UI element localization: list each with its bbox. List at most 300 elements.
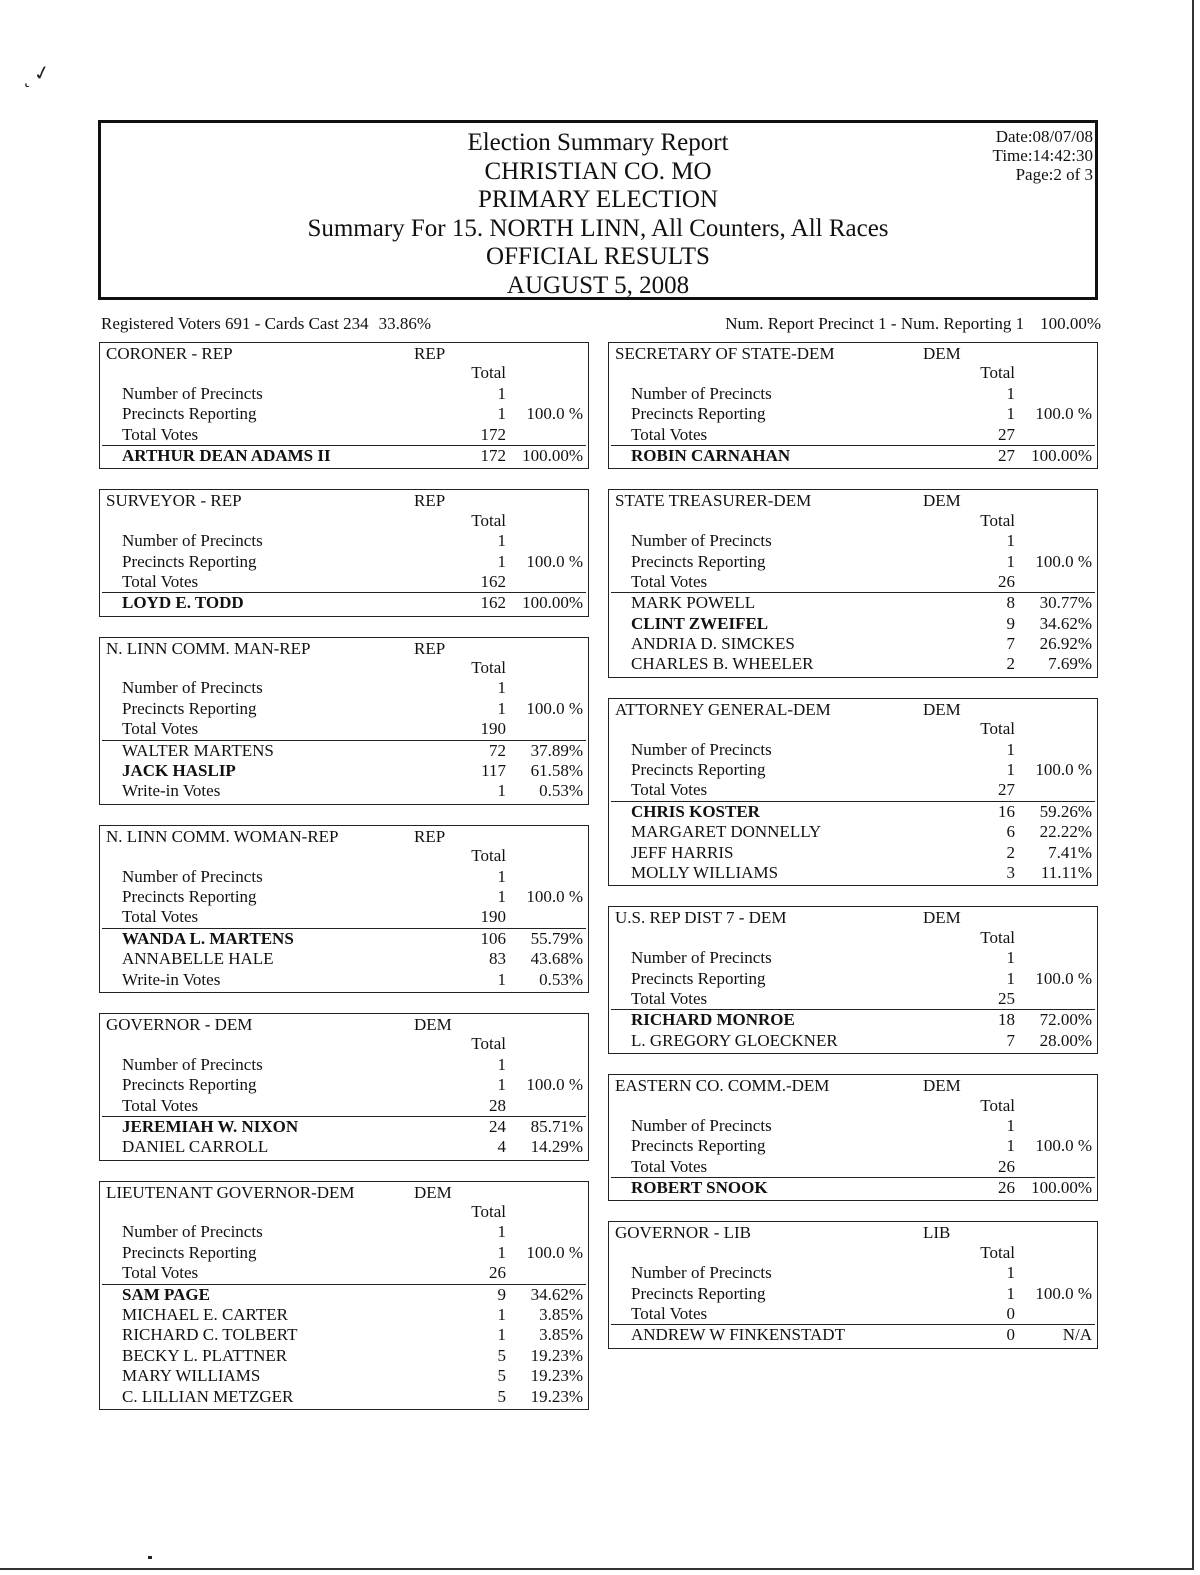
row-percent: 100.0 % [1035, 760, 1092, 780]
row-total: 1 [497, 531, 506, 551]
row-total: 190 [480, 907, 506, 927]
race-header [100, 490, 588, 510]
candidate-row [609, 1010, 1097, 1030]
precincts-reporting-row [100, 404, 588, 424]
row-total: 1 [1006, 739, 1015, 759]
total-votes-row [100, 719, 588, 739]
candidate-name: JEFF HARRIS [631, 842, 734, 862]
row-label: Precincts Reporting [122, 551, 257, 571]
candidate-name: C. LILLIAN METZGER [122, 1386, 294, 1406]
candidate-name: MARGARET DONNELLY [631, 822, 822, 842]
total-votes-row [609, 1157, 1097, 1177]
row-total: 1 [497, 698, 506, 718]
candidate-percent: 100.00% [1031, 445, 1092, 465]
total-votes-row [609, 989, 1097, 1009]
race-header [609, 907, 1097, 927]
row-label: Precincts Reporting [631, 968, 766, 988]
candidate-row [100, 741, 588, 761]
race-party: REP [414, 344, 446, 363]
candidate-row [100, 929, 588, 949]
row-total: 1 [497, 1054, 506, 1074]
number-of-precincts-row [609, 384, 1097, 404]
row-label: Total Votes [631, 571, 708, 591]
number-of-precincts-row [609, 948, 1097, 968]
candidate-name: WANDA L. MARTENS [122, 928, 294, 948]
total-column-header [100, 658, 588, 678]
candidate-percent: 85.71% [530, 1116, 583, 1136]
row-label: Number of Precincts [631, 1115, 772, 1135]
candidate-row [100, 1117, 588, 1137]
candidate-row [609, 1325, 1097, 1345]
row-label: Number of Precincts [631, 383, 772, 403]
candidate-percent: 11.11% [1040, 862, 1092, 882]
row-label: Precincts Reporting [122, 1075, 257, 1095]
total-label: Total [471, 1202, 506, 1222]
row-total: 1 [497, 886, 506, 906]
row-total: 1 [1006, 551, 1015, 571]
race-footer [100, 614, 588, 616]
race-header [609, 1075, 1097, 1095]
candidate-name: RICHARD MONROE [631, 1010, 795, 1030]
precincts-reporting-row [100, 887, 588, 907]
race-party: DEM [923, 699, 961, 719]
race-header [609, 343, 1097, 363]
total-column-header [609, 511, 1097, 531]
candidate-name: CHRIS KOSTER [631, 801, 760, 821]
candidate-row [609, 802, 1097, 822]
race-footer [609, 883, 1097, 885]
number-of-precincts-row [609, 531, 1097, 551]
row-label: Precincts Reporting [631, 1283, 766, 1303]
candidate-percent: 55.79% [530, 928, 583, 948]
candidate-votes: 4 [497, 1137, 506, 1157]
candidate-name: DANIEL CARROLL [122, 1137, 269, 1157]
candidate-name: MICHAEL E. CARTER [122, 1305, 288, 1325]
total-column-header [100, 846, 588, 866]
candidate-votes: 1 [497, 1325, 506, 1345]
candidate-votes: 5 [497, 1345, 506, 1365]
candidate-percent: 100.00% [522, 445, 583, 465]
race-box [608, 1221, 1098, 1348]
candidate-percent: 22.22% [1039, 822, 1092, 842]
race-box [608, 698, 1098, 887]
row-total: 1 [1006, 948, 1015, 968]
row-total: 1 [497, 866, 506, 886]
precincts-reporting-row [100, 1243, 588, 1263]
election-date: AUGUST 5, 2008 [506, 271, 690, 299]
candidate-percent: 28.00% [1039, 1030, 1092, 1050]
row-total: 28 [489, 1095, 506, 1115]
candidate-row [609, 822, 1097, 842]
row-total: 27 [998, 424, 1015, 444]
report-meta [993, 127, 1093, 184]
candidate-name: CLINT ZWEIFEL [631, 613, 769, 633]
row-percent: 100.0 % [1035, 1283, 1092, 1303]
candidate-percent: 34.62% [530, 1284, 583, 1304]
candidate-votes: 83 [489, 949, 506, 969]
total-votes-row [609, 1304, 1097, 1324]
total-column-header [100, 1202, 588, 1222]
total-label: Total [980, 719, 1015, 739]
report-time: Time:14:42:30 [992, 146, 1093, 165]
row-total: 1 [497, 1075, 506, 1095]
row-total: 1 [1006, 968, 1015, 988]
candidate-name: Write-in Votes [122, 969, 221, 989]
candidate-row [609, 446, 1097, 466]
total-label: Total [980, 510, 1015, 530]
race-footer [100, 466, 588, 468]
candidate-row [100, 781, 588, 801]
candidate-name: SAM PAGE [122, 1284, 210, 1304]
candidate-name: CHARLES B. WHEELER [631, 654, 814, 674]
race-box [99, 637, 589, 805]
race-title: N. LINN COMM. MAN-REP [106, 638, 311, 658]
candidate-row [100, 1387, 588, 1407]
row-total: 25 [998, 988, 1015, 1008]
voter-summary [101, 314, 441, 334]
race-box [99, 825, 589, 993]
row-label: Precincts Reporting [122, 698, 257, 718]
total-votes-row [100, 1096, 588, 1116]
candidate-name: WALTER MARTENS [122, 740, 274, 760]
candidate-votes: 106 [480, 928, 506, 948]
candidate-row [100, 761, 588, 781]
candidate-votes: 5 [497, 1386, 506, 1406]
race-party: REP [414, 491, 446, 511]
candidate-name: MOLLY WILLIAMS [631, 862, 779, 882]
report-title: Election Summary Report [467, 129, 729, 156]
candidate-name: ANDREW W FINKENSTADT [631, 1325, 845, 1345]
row-label: Total Votes [631, 1304, 708, 1324]
turnout-percent: 33.86% [378, 314, 431, 333]
precincts-reporting-row [609, 760, 1097, 780]
row-percent: 100.0 % [1035, 404, 1092, 424]
number-of-precincts-row [609, 1263, 1097, 1283]
row-label: Precincts Reporting [122, 404, 257, 424]
race-title: ATTORNEY GENERAL-DEM [615, 699, 831, 719]
race-title: CORONER - REP [106, 344, 233, 363]
row-percent: 100.0 % [526, 551, 583, 571]
race-party: DEM [923, 344, 961, 363]
registered-voters: Registered Voters 691 - Cards Cast 234 [101, 314, 369, 333]
race-header [100, 343, 588, 363]
candidate-votes: 2 [1006, 842, 1015, 862]
candidate-name: ANNABELLE HALE [122, 949, 274, 969]
race-box [99, 342, 589, 469]
number-of-precincts-row [100, 384, 588, 404]
total-column-header [609, 1096, 1097, 1116]
candidate-name: Write-in Votes [122, 781, 221, 801]
row-label: Total Votes [631, 780, 708, 800]
candidate-name: ROBERT SNOOK [631, 1178, 768, 1198]
row-total: 1 [497, 1222, 506, 1242]
race-title: U.S. REP DIST 7 - DEM [615, 908, 787, 928]
total-votes-row [609, 780, 1097, 800]
candidate-percent: 30.77% [1039, 593, 1092, 613]
candidate-percent: 19.23% [530, 1366, 583, 1386]
row-label: Total Votes [631, 424, 708, 444]
race-party: DEM [923, 908, 961, 928]
race-header [100, 638, 588, 658]
row-label: Total Votes [122, 424, 199, 444]
candidate-votes: 7 [1006, 1030, 1015, 1050]
row-total: 0 [1006, 1304, 1015, 1324]
reporting-percent: 100.00% [1040, 314, 1101, 333]
county-name: CHRISTIAN CO. MO [484, 157, 712, 185]
total-column-header [100, 1034, 588, 1054]
precincts-reporting-row [609, 552, 1097, 572]
race-footer [100, 1407, 588, 1409]
number-of-precincts-row [100, 531, 588, 551]
race-party: LIB [923, 1223, 951, 1243]
candidate-votes: 72 [489, 740, 506, 760]
candidate-percent: 34.62% [1039, 613, 1092, 633]
race-party: REP [414, 826, 446, 846]
row-label: Number of Precincts [122, 678, 263, 698]
candidate-votes: 8 [1006, 593, 1015, 613]
candidate-percent: 3.85% [539, 1305, 583, 1325]
race-footer [609, 1198, 1097, 1200]
row-total: 162 [480, 571, 506, 591]
race-title: EASTERN CO. COMM.-DEM [615, 1076, 830, 1096]
number-of-precincts-row [100, 1222, 588, 1242]
candidate-percent: 19.23% [530, 1345, 583, 1365]
number-of-precincts-row [609, 740, 1097, 760]
candidate-percent: 0.53% [539, 969, 583, 989]
candidate-votes: 1 [497, 969, 506, 989]
candidate-votes: 172 [480, 445, 506, 465]
race-title: LIEUTENANT GOVERNOR-DEM [106, 1182, 355, 1202]
race-footer [609, 1346, 1097, 1348]
candidate-percent: 100.00% [522, 593, 583, 613]
row-label: Total Votes [122, 907, 199, 927]
precincts-reporting-row [100, 552, 588, 572]
candidate-name: BECKY L. PLATTNER [122, 1345, 288, 1365]
candidate-votes: 18 [998, 1010, 1015, 1030]
candidate-row [609, 863, 1097, 883]
candidate-row [100, 1366, 588, 1386]
candidate-votes: 117 [481, 761, 506, 781]
race-box [99, 1181, 589, 1410]
row-total: 26 [489, 1263, 506, 1283]
candidate-percent: 3.85% [539, 1325, 583, 1345]
candidate-percent: 61.58% [530, 761, 583, 781]
reporting-summary [709, 314, 1101, 334]
total-votes-row [609, 425, 1097, 445]
candidate-votes: 1 [497, 781, 506, 801]
total-votes-row [100, 907, 588, 927]
race-footer [100, 1158, 588, 1160]
row-percent: 100.0 % [1035, 968, 1092, 988]
candidate-row [100, 1137, 588, 1157]
race-footer [609, 675, 1097, 677]
candidate-percent: 26.92% [1039, 634, 1092, 654]
total-column-header [100, 363, 588, 383]
race-header [100, 1182, 588, 1202]
total-label: Total [471, 1034, 506, 1054]
row-label: Precincts Reporting [631, 760, 766, 780]
row-total: 1 [1006, 1136, 1015, 1156]
race-title: GOVERNOR - LIB [615, 1223, 751, 1243]
row-total: 1 [1006, 531, 1015, 551]
row-label: Number of Precincts [631, 1263, 772, 1283]
row-label: Total Votes [122, 719, 199, 739]
row-label: Total Votes [631, 988, 708, 1008]
row-total: 1 [1006, 404, 1015, 424]
total-label: Total [980, 1242, 1015, 1262]
row-total: 26 [998, 1156, 1015, 1176]
race-title: SURVEYOR - REP [106, 491, 242, 511]
total-votes-row [100, 1263, 588, 1283]
candidate-votes: 16 [998, 801, 1015, 821]
number-of-precincts-row [100, 1055, 588, 1075]
candidate-name: JACK HASLIP [122, 761, 236, 781]
candidate-votes: 9 [1006, 613, 1015, 633]
total-label: Total [471, 510, 506, 530]
row-label: Total Votes [122, 1263, 199, 1283]
row-total: 1 [497, 404, 506, 424]
row-label: Precincts Reporting [122, 886, 257, 906]
precincts-reporting-row [609, 969, 1097, 989]
race-title: GOVERNOR - DEM [106, 1014, 253, 1034]
row-label: Number of Precincts [122, 531, 263, 551]
row-percent: 100.0 % [1035, 1136, 1092, 1156]
row-label: Number of Precincts [631, 739, 772, 759]
row-total: 1 [497, 551, 506, 571]
total-votes-row [100, 425, 588, 445]
race-party: DEM [923, 491, 961, 511]
report-title-block [101, 129, 1095, 301]
total-label: Total [471, 846, 506, 866]
races-column-right [608, 342, 1098, 1369]
race-party: DEM [414, 1182, 452, 1202]
candidate-row [100, 1285, 588, 1305]
race-header [609, 699, 1097, 719]
race-box [608, 906, 1098, 1054]
total-label: Total [471, 658, 506, 678]
race-box [99, 1013, 589, 1161]
results-status: OFFICIAL RESULTS [486, 243, 710, 271]
candidate-row [609, 843, 1097, 863]
race-box [608, 1074, 1098, 1201]
candidate-name: ARTHUR DEAN ADAMS II [122, 445, 331, 465]
candidate-name: ANDRIA D. SIMCKES [631, 634, 795, 654]
total-label: Total [980, 1095, 1015, 1115]
candidate-percent: 59.26% [1039, 801, 1092, 821]
row-percent: 100.0 % [526, 1242, 583, 1262]
row-total: 1 [497, 678, 506, 698]
total-column-header [609, 719, 1097, 739]
row-total: 190 [480, 719, 506, 739]
row-percent: 100.0 % [526, 1075, 583, 1095]
row-label: Number of Precincts [631, 531, 772, 551]
candidate-votes: 6 [1006, 822, 1015, 842]
total-column-header [609, 928, 1097, 948]
row-label: Precincts Reporting [631, 1136, 766, 1156]
row-total: 1 [1006, 1115, 1015, 1135]
row-total: 172 [480, 424, 506, 444]
scan-artifact-dot [148, 1556, 152, 1559]
total-column-header [609, 1243, 1097, 1263]
row-total: 26 [998, 571, 1015, 591]
candidate-percent: 72.00% [1039, 1010, 1092, 1030]
candidate-votes: 0 [1006, 1325, 1015, 1345]
race-title: STATE TREASURER-DEM [615, 491, 812, 511]
candidate-name: LOYD E. TODD [122, 593, 244, 613]
precincts-reporting-summary: Num. Report Precinct 1 - Num. Reporting 1 [725, 314, 1025, 333]
total-label: Total [980, 363, 1015, 383]
candidate-row [609, 1031, 1097, 1051]
row-label: Number of Precincts [122, 866, 263, 886]
candidate-votes: 162 [480, 593, 506, 613]
number-of-precincts-row [609, 1116, 1097, 1136]
row-label: Precincts Reporting [631, 404, 766, 424]
report-date: Date:08/07/08 [995, 127, 1093, 146]
number-of-precincts-row [100, 678, 588, 698]
candidate-votes: 27 [998, 445, 1015, 465]
total-votes-row [100, 572, 588, 592]
candidate-name: RICHARD C. TOLBERT [122, 1325, 298, 1345]
race-header [609, 490, 1097, 510]
row-percent: 100.0 % [1035, 551, 1092, 571]
candidate-row [100, 446, 588, 466]
candidate-name: JEREMIAH W. NIXON [122, 1116, 299, 1136]
candidate-percent: N/A [1062, 1325, 1092, 1345]
candidate-votes: 2 [1006, 654, 1015, 674]
candidate-votes: 5 [497, 1366, 506, 1386]
row-percent: 100.0 % [526, 698, 583, 718]
total-label: Total [980, 927, 1015, 947]
candidate-percent: 14.29% [530, 1137, 583, 1157]
row-label: Total Votes [122, 1095, 199, 1115]
candidate-row [100, 970, 588, 990]
row-total: 27 [998, 780, 1015, 800]
candidate-percent: 7.69% [1048, 654, 1092, 674]
precincts-reporting-row [609, 1136, 1097, 1156]
precincts-reporting-row [100, 1075, 588, 1095]
candidate-votes: 7 [1006, 634, 1015, 654]
candidate-percent: 37.89% [530, 740, 583, 760]
row-total: 1 [1006, 1263, 1015, 1283]
race-title: SECRETARY OF STATE-DEM [615, 344, 835, 363]
precincts-reporting-row [609, 404, 1097, 424]
candidate-name: ROBIN CARNAHAN [631, 445, 791, 465]
candidate-row [100, 593, 588, 613]
candidate-name: MARY WILLIAMS [122, 1366, 261, 1386]
race-box [608, 342, 1098, 469]
row-total: 1 [1006, 383, 1015, 403]
candidate-votes: 3 [1006, 862, 1015, 882]
candidate-votes: 1 [497, 1305, 506, 1325]
race-party: DEM [414, 1014, 452, 1034]
candidate-row [609, 593, 1097, 613]
candidate-row [100, 949, 588, 969]
race-header [609, 1222, 1097, 1242]
total-label: Total [471, 363, 506, 383]
race-footer [100, 802, 588, 804]
candidate-row [100, 1346, 588, 1366]
races-column-left [99, 342, 589, 1430]
race-header [100, 826, 588, 846]
race-footer [609, 1051, 1097, 1053]
row-label: Number of Precincts [122, 383, 263, 403]
candidate-row [609, 634, 1097, 654]
candidate-row [609, 1178, 1097, 1198]
row-label: Number of Precincts [631, 948, 772, 968]
race-party: DEM [923, 1076, 961, 1096]
candidate-name: MARK POWELL [631, 593, 756, 613]
candidate-votes: 9 [497, 1284, 506, 1304]
